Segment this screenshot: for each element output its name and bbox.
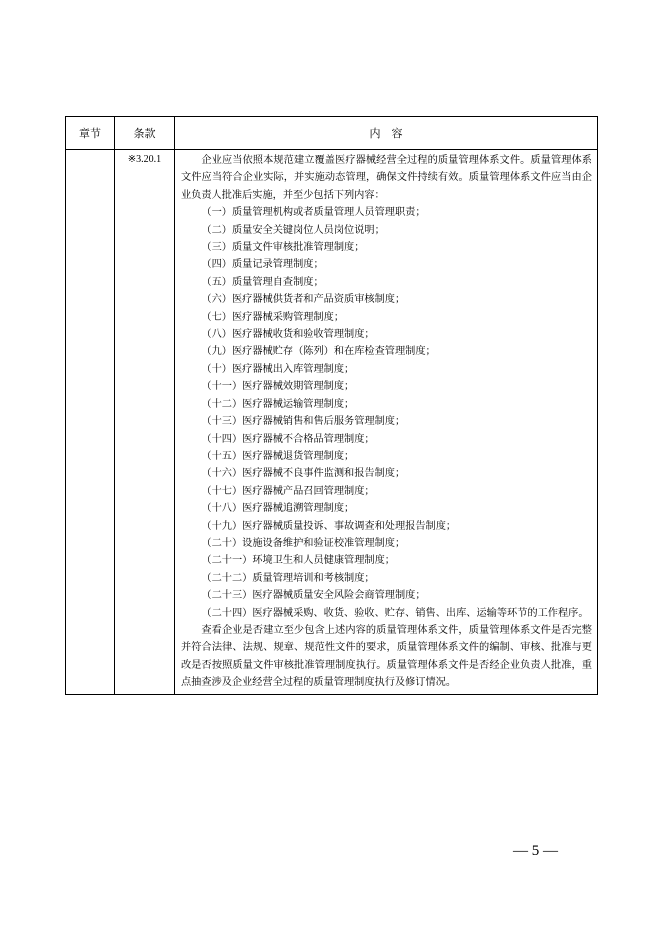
list-item: （十）医疗器械出入库管理制度； — [201, 363, 355, 375]
list-item: （十四）医疗器械不合格品管理制度； — [201, 433, 375, 445]
inspection-paragraph: 查看企业是否建立至少包含上述内容的质量管理体系文件，质量管理体系文件是否完整并符合法律、法规、规章、规范性文件的要求，质量管理体系文件的编制、审核、批准与更改是否按照质量文件审核批准管理制度执行。质量管理体系文件是否经企业负责人批准，重点抽查涉及企业经营全过程的质量管理制度执行及修订情况。 — [181, 624, 592, 689]
list-item: （十一）医疗器械效期管理制度； — [201, 381, 355, 393]
list-item: （十九）医疗器械质量投诉、事故调查和处理报告制度； — [201, 520, 457, 532]
list-item: （十六）医疗器械不良事件监测和报告制度； — [201, 468, 406, 480]
list-item: （二十四）医疗器械采购、收货、验收、贮存、销售、出库、运输等环节的工作程序。 — [201, 607, 589, 619]
page-number: — 5 — — [513, 843, 558, 859]
chapter-cell — [66, 150, 115, 695]
list-item: （十二）医疗器械运输管理制度； — [201, 398, 355, 410]
list-item: （十八）医疗器械追溯管理制度； — [201, 503, 355, 515]
content-cell — [175, 150, 598, 695]
requirement-list — [181, 204, 592, 604]
header-content: 内 容 — [175, 117, 598, 150]
list-item: （二十一）环境卫生和人员健康管理制度； — [201, 555, 395, 567]
list-item: （三）质量文件审核批准管理制度； — [201, 242, 365, 254]
clause-number: ※3.20.1 — [115, 150, 175, 695]
list-item: （五）质量管理自查制度； — [201, 276, 324, 288]
list-item: （十七）医疗器械产品召回管理制度； — [201, 485, 375, 497]
list-item: （六）医疗器械供货者和产品资质审核制度； — [201, 294, 406, 306]
list-item: （二十二）质量管理培训和考核制度； — [201, 572, 375, 584]
list-item: （二十）设施设备维护和验证校准管理制度； — [201, 537, 406, 549]
table-header-row — [66, 117, 598, 150]
header-chapter: 章节 — [66, 117, 115, 150]
regulation-table — [65, 116, 598, 695]
list-item: （十三）医疗器械销售和售后服务管理制度； — [201, 416, 406, 428]
list-item: （二十三）医疗器械质量安全风险会商管理制度； — [201, 590, 426, 602]
list-item: （十五）医疗器械退货管理制度； — [201, 450, 355, 462]
list-item: （一）质量管理机构或者质量管理人员管理职责； — [201, 207, 426, 219]
intro-paragraph: 企业应当依照本规范建立覆盖医疗器械经营全过程的质量管理体系文件。质量管理体系文件应当符合企业实际，并实施动态管理，确保文件持续有效。质量管理体系文件应当由企业负责人批准后实施，并至少包括下列内容： — [181, 155, 592, 201]
list-item: （八）医疗器械收货和验收管理制度； — [201, 329, 375, 341]
table-row — [66, 150, 598, 695]
list-item: （四）质量记录管理制度； — [201, 259, 324, 271]
list-item: （七）医疗器械采购管理制度； — [201, 311, 345, 323]
list-item: （九）医疗器械贮存（陈列）和在库检查管理制度； — [201, 346, 436, 358]
header-clause: 条款 — [115, 117, 175, 150]
list-item: （二）质量安全关键岗位人员岗位说明； — [201, 224, 385, 236]
